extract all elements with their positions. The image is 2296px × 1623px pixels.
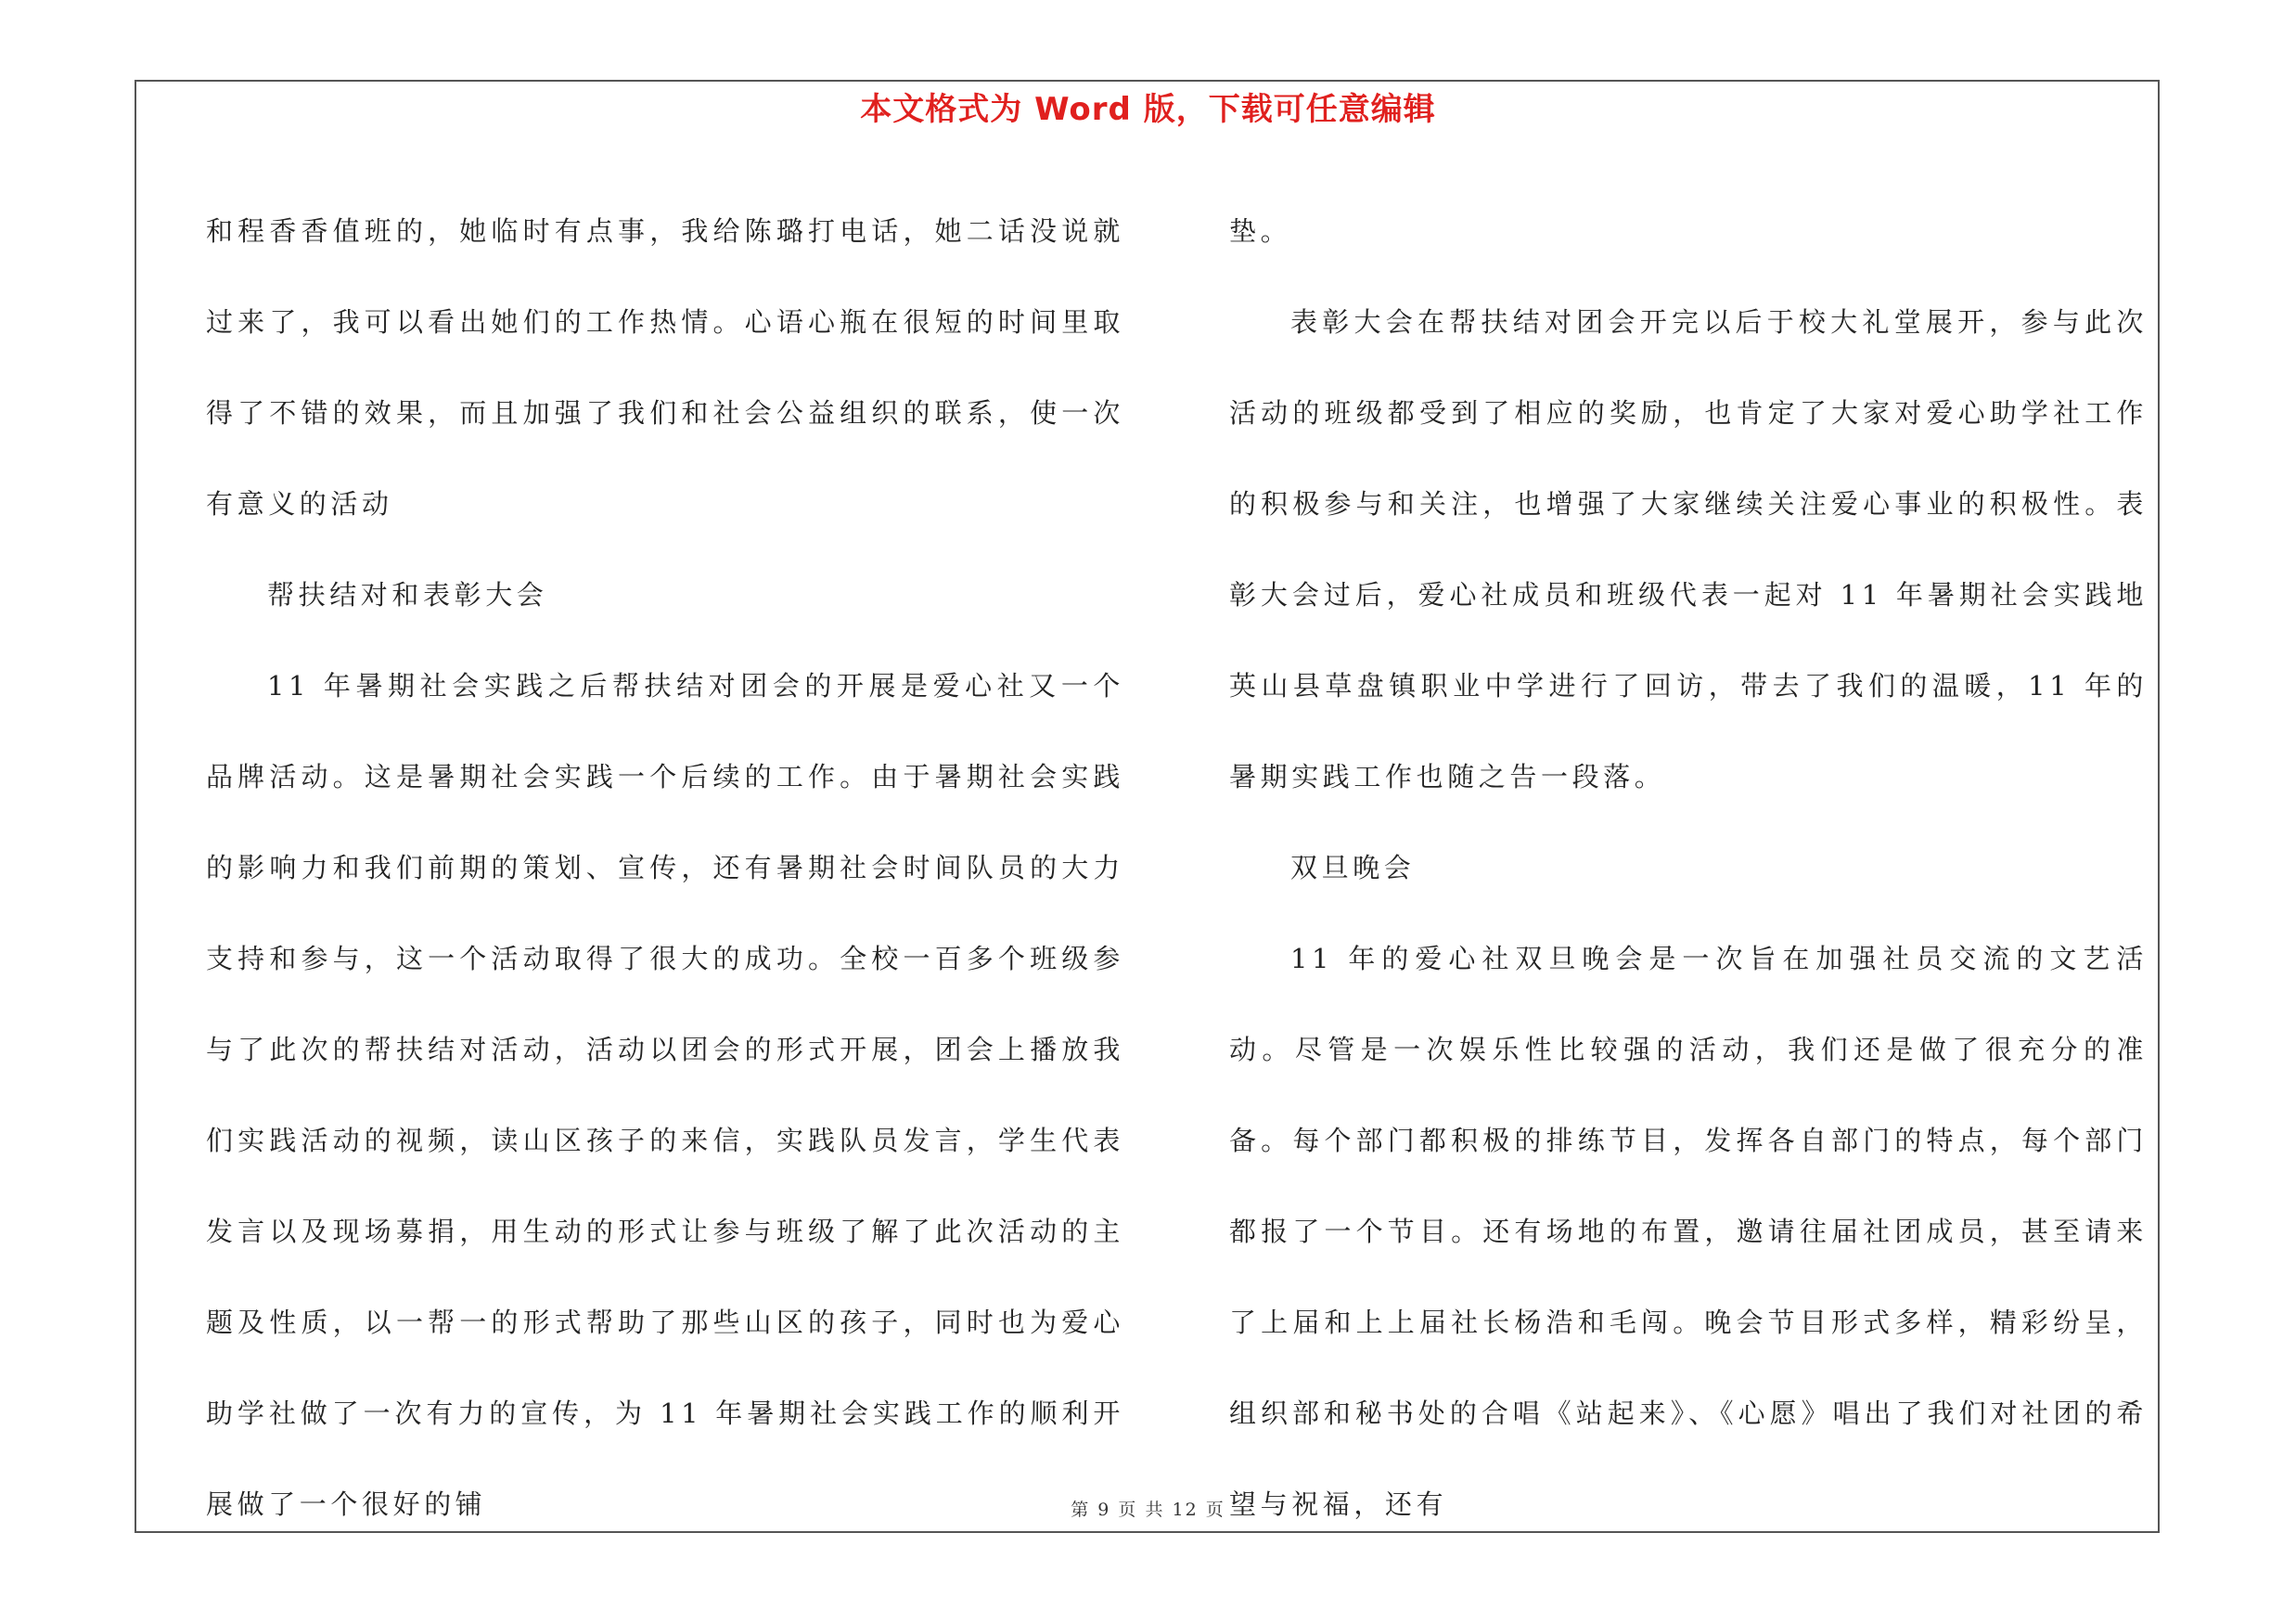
word-format-banner: 本文格式为 Word 版，下载可任意编辑	[860, 91, 1436, 128]
section-heading-pairing-and-awards: 帮扶结对和表彰大会	[267, 579, 548, 611]
left-column	[206, 186, 1124, 1550]
right-column	[1229, 186, 2148, 1550]
paragraph-continuation-end: 垫。	[1229, 215, 1292, 247]
paragraph-awards-meeting: 表彰大会在帮扶结对团会开完以后于校大礼堂展开，参与此次活动的班级都受到了相应的奖励，也肯定了大家对爱心助学社工作的积极参与和关注，也增强了大家继续关注爱心事业的积极性。表彰大会过后，爱心社成员和班级代表一起对 11 年暑期社会实践地英山县草盘镇职业中学进行了回访，带去了我们的温暖，11 年的暑期实践工作也随之告一段落。	[1229, 306, 2148, 792]
page-number: 第 9 页 共 12 页	[1071, 1500, 1225, 1520]
paragraph-continuation: 和程香香值班的，她临时有点事，我给陈璐打电话，她二话没说就过来了，我可以看出她们的工作热情。心语心瓶在很短的时间里取得了不错的效果，而且加强了我们和社会公益组织的联系，使一次有意义的活动	[206, 215, 1124, 520]
paragraph-pairing-activity: 11 年暑期社会实践之后帮扶结对团会的开展是爱心社又一个品牌活动。这是暑期社会实践一个后续的工作。由于暑期社会实践的影响力和我们前期的策划、宣传，还有暑期社会时间队员的大力支持和参与，这一个活动取得了很大的成功。全校一百多个班级参与了此次的帮扶结对活动，活动以团会的形式开展，团会上播放我们实践活动的视频，读山区孩子的来信，实践队员发言，学生代表发言以及现场募捐，用生动的形式让参与班级了解了此次活动的主题及性质，以一帮一的形式帮助了那些山区的孩子，同时也为爱心助学社做了一次有力的宣传，为 11 年暑期社会实践工作的顺利开展做了一个很好的铺	[206, 670, 1124, 1520]
paragraph-new-year-gala: 11 年的爱心社双旦晚会是一次旨在加强社员交流的文艺活动。尽管是一次娱乐性比较强的活动，我们还是做了很充分的准备。每个部门都积极的排练节目，发挥各自部门的特点，每个部门都报了一个节目。还有场地的布置，邀请往届社团成员，甚至请来了上届和上上届社长杨浩和毛闯。晚会节目形式多样，精彩纷呈，组织部和秘书处的合唱《站起来》、《心愿》唱出了我们对社团的希望与祝福，还有	[1229, 943, 2148, 1520]
section-heading-new-year-gala: 双旦晚会	[1290, 852, 1416, 883]
